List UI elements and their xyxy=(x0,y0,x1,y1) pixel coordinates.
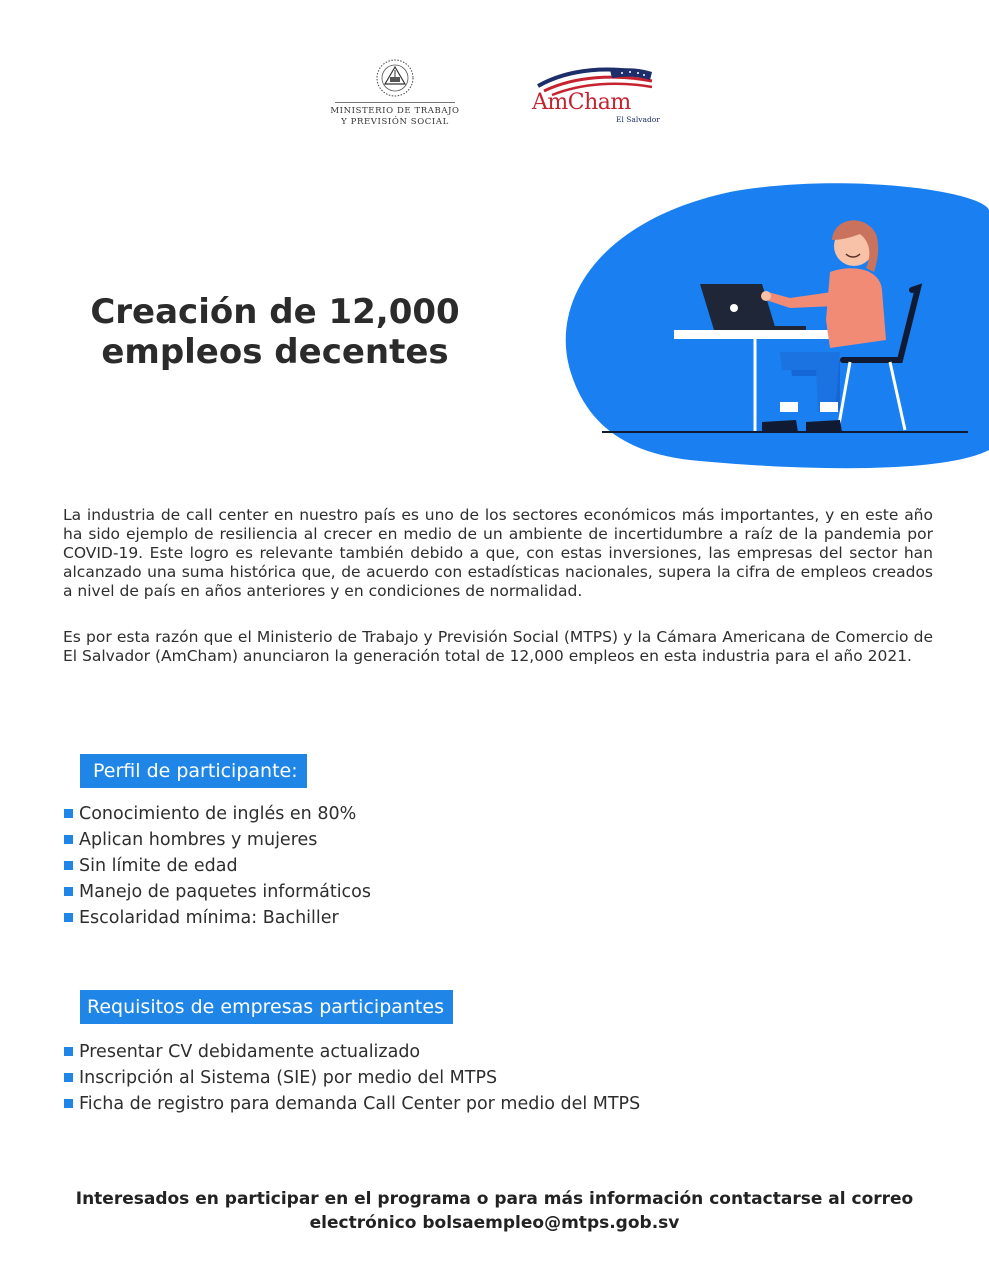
requirements-list xyxy=(64,1039,640,1117)
square-bullet-icon xyxy=(64,835,73,844)
page-title xyxy=(60,292,490,372)
list-item: Sin límite de edad xyxy=(64,853,371,879)
amcham-country: El Salvador xyxy=(616,115,660,124)
logo-divider xyxy=(335,102,455,103)
amcham-logo xyxy=(530,64,660,128)
square-bullet-icon xyxy=(64,861,73,870)
list-item: Aplican hombres y mujeres xyxy=(64,827,371,853)
list-item: Inscripción al Sistema (SIE) por medio del MTPS xyxy=(64,1065,640,1091)
title-line-2: empleos decentes xyxy=(101,332,449,372)
announcement-paragraph: Es por esta razón que el Ministerio de Trabajo y Previsión Social (MTPS) y la Cámara Americana de Comercio de El Salvador (AmCham) anunciaron la generación total de 12,000 empleos en esta industria para el año 2021. xyxy=(63,628,933,665)
square-bullet-icon xyxy=(64,1099,73,1108)
ministry-logo xyxy=(320,58,470,128)
square-bullet-icon xyxy=(64,1047,73,1056)
woman-at-laptop-illustration xyxy=(540,180,989,470)
requirements-section-heading: Requisitos de empresas participantes xyxy=(80,990,453,1024)
amcham-wordmark: AmCham xyxy=(532,90,631,115)
list-item: Manejo de paquetes informáticos xyxy=(64,879,371,905)
profile-list xyxy=(64,801,371,931)
national-seal-icon xyxy=(375,58,415,98)
square-bullet-icon xyxy=(64,913,73,922)
square-bullet-icon xyxy=(64,809,73,818)
intro-paragraph: La industria de call center en nuestro país es uno de los sectores económicos más importantes, y en este año ha sido ejemplo de resiliencia al crecer en medio de un ambiente de incertidumbre a raíz de la pandemia por COVID-19. Este logro es relevante también debido a que, con estas inversiones, las empresas del sector han alcanzado una suma histórica que, de acuerdo con estadísticas nacionales, supera la cifra de empleos creados a nivel de país en años anteriores y en condiciones de normalidad. xyxy=(63,506,933,600)
ministry-name-line1: MINISTERIO DE TRABAJO xyxy=(330,106,460,116)
contact-line-1: Interesados en participar en el programa o para más información contactarse al correo xyxy=(75,1189,914,1209)
ministry-name-line2: Y PREVISIÓN SOCIAL xyxy=(341,117,449,127)
square-bullet-icon xyxy=(64,1073,73,1082)
list-item: Escolaridad mínima: Bachiller xyxy=(64,905,371,931)
contact-line-2: electrónico bolsaempleo@mtps.gob.sv xyxy=(309,1213,680,1233)
profile-section-heading: Perfil de participante: xyxy=(80,754,307,788)
square-bullet-icon xyxy=(64,887,73,896)
list-item: Ficha de registro para demanda Call Center por medio del MTPS xyxy=(64,1091,640,1117)
person-torso xyxy=(826,268,886,348)
title-line-1: Creación de 12,000 xyxy=(90,292,460,332)
list-item: Presentar CV debidamente actualizado xyxy=(64,1039,640,1065)
desk-icon xyxy=(674,330,834,339)
list-item: Conocimiento de inglés en 80% xyxy=(64,801,371,827)
contact-note xyxy=(40,1187,949,1235)
